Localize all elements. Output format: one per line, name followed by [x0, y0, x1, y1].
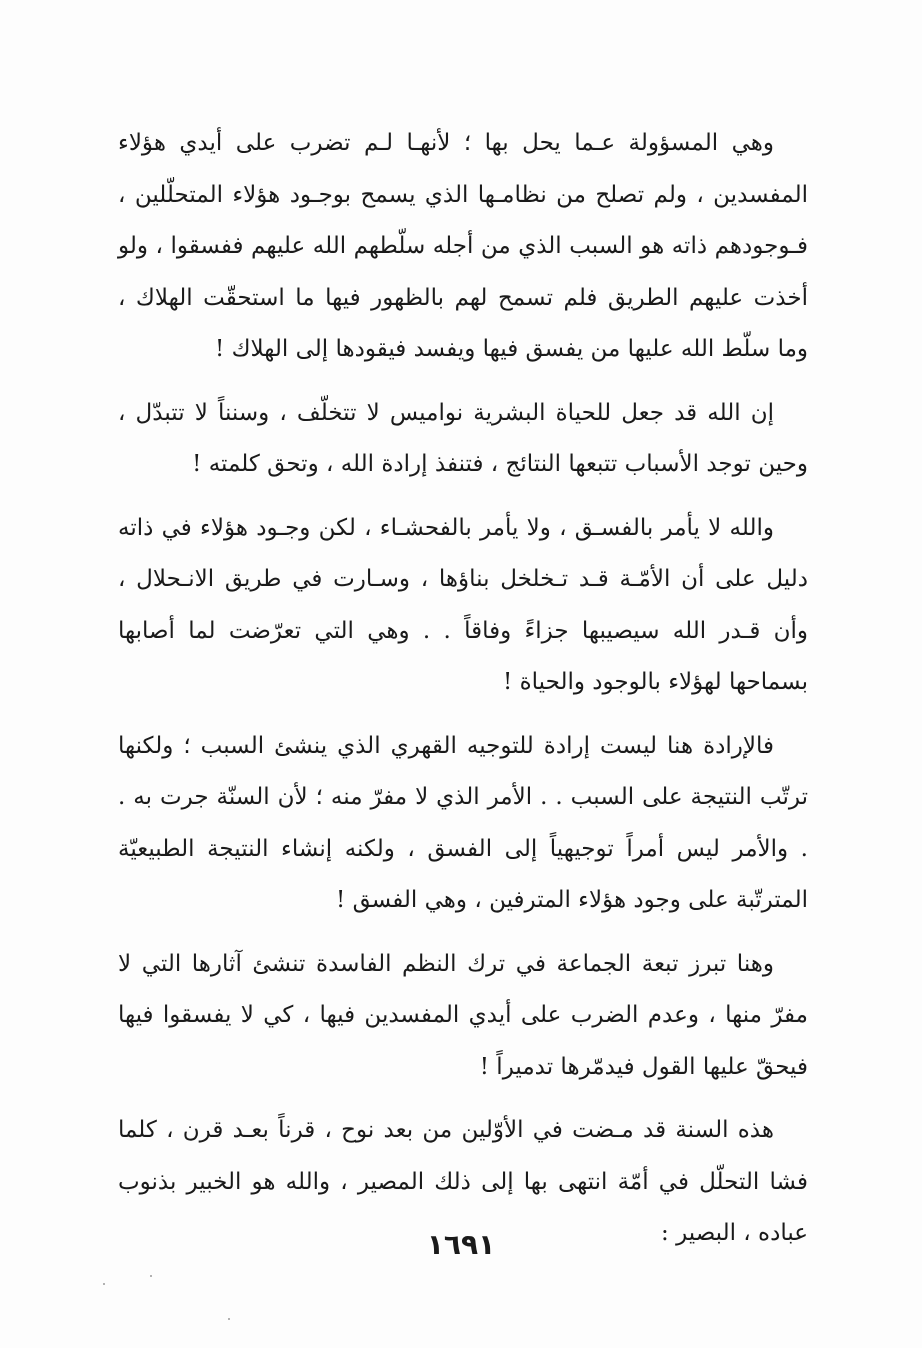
- scan-speck: [150, 1275, 152, 1277]
- paragraph-1: وهي المسؤولة عـما يحل بها ؛ لأنهـا لـم تضرب على أيدي هؤلاء المفسدين ، ولم تصلح من نظامـها الذي يسمح بوجـود هؤلاء المتحلّلين ، فـوجودهم ذاته هو السبب الذي من أجله سلّطهم الله عليهم ففسقوا ، ولو أخذت عليهم الطريق فلم تسمح لهم بالظهور فيها ما استحقّت الهلاك ، وما سلّط الله عليها من يفسق فيها ويفسد فيقودها إلى الهلاك !: [118, 130, 808, 362]
- paragraph-2: إن الله قد جعل للحياة البشرية نواميس لا تتخلّف ، وسنناً لا تتبدّل ، وحين توجد الأسباب تتبعها النتائج ، فتنفذ إرادة الله ، وتحق كلمته !: [118, 399, 808, 477]
- paragraph-4: فالإرادة هنا ليست إرادة للتوجيه القهري الذي ينشئ السبب ؛ ولكنها ترتّب النتيجة على السبب . . الأمر الذي لا مفرّ منه ؛ لأن السنّة جرت به . . والأمر ليس أمراً توجيهياً إلى الفسق ، ولكنه إنشاء النتيجة الطبيعيّة المترتّبة على وجود هؤلاء المترفين ، وهي الفسق !: [118, 732, 808, 913]
- paragraph-5: وهنا تبرز تبعة الجماعة في ترك النظم الفاسدة تنشئ آثارها التي لا مفرّ منها ، وعدم الضرب على أيدي المفسدين فيها ، كي لا يفسقوا فيها فيحقّ عليها القول فيدمّرها تدميراً !: [118, 950, 808, 1080]
- page-number: ١٦٩١: [426, 1228, 496, 1261]
- paragraph-6: هذه السنة قد مـضت في الأوّلين من بعد نوح ، قرناً بعـد قرن ، كلما فشا التحلّل في أمّة انتهى بها إلى ذلك المصير ، والله هو الخبير بذنوب عباده ، البصير :: [118, 1117, 808, 1246]
- paragraph-3: والله لا يأمر بالفسـق ، ولا يأمر بالفحشـاء ، لكن وجـود هؤلاء في ذاته دليل على أن الأمّـة قـد تـخلخل بناؤها ، وسـارت في طريق الانـحلال ، وأن قـدر الله سيصيبها جزاءً وفاقاً . . وهي التي تعرّضت لما أصابها بسماحها لهؤلاء بالوجود والحياة !: [118, 514, 808, 695]
- scan-speck: [103, 1283, 105, 1285]
- scan-speck: [228, 1318, 230, 1320]
- body-text: [118, 118, 808, 1272]
